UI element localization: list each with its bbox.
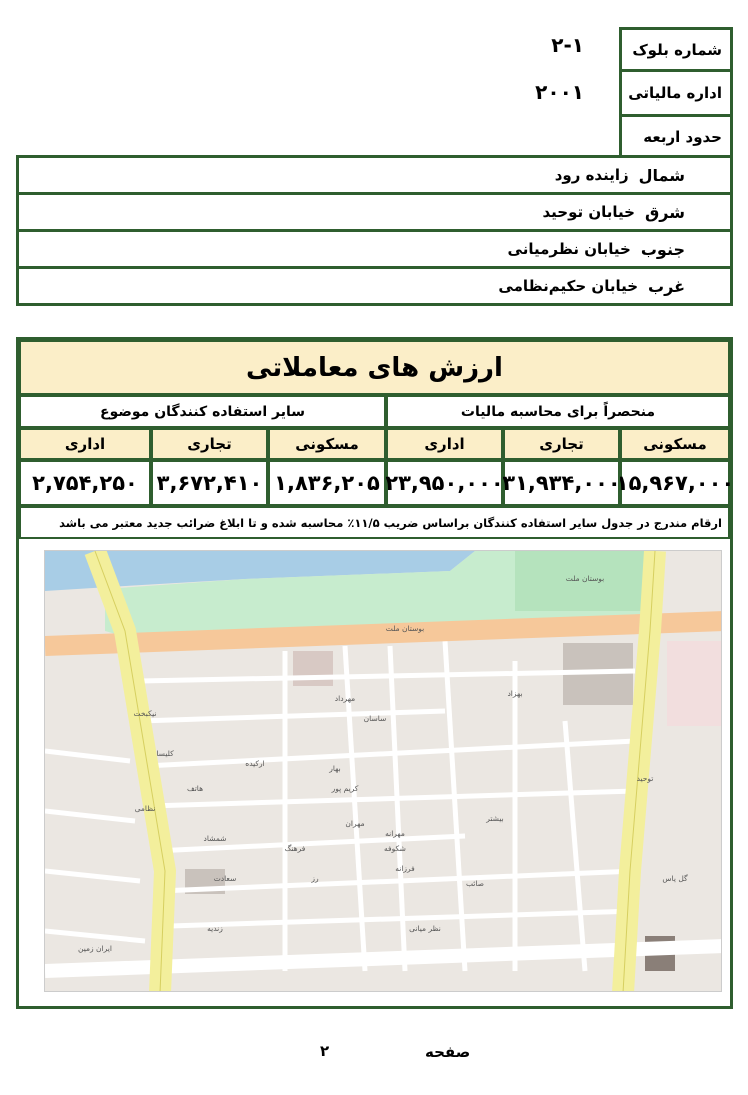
area-map	[44, 550, 722, 992]
map-svg	[45, 551, 722, 992]
value-residential: ۱۵,۹۶۷,۰۰۰	[620, 460, 730, 506]
block-number-value: ۲-۱	[551, 33, 584, 57]
map-street-label: کریم پور	[331, 784, 359, 793]
border-row-west	[16, 269, 733, 306]
map-street-label: فرزانه	[395, 864, 415, 873]
map-street-label: بوستان ملت	[565, 574, 605, 583]
border-row-east	[16, 195, 733, 232]
border-row-north	[16, 158, 733, 195]
map-street-label: گل یاس	[662, 874, 688, 883]
page-number: ۲	[320, 1042, 330, 1060]
map-street-label: مهرانه	[385, 829, 405, 838]
col-header-commercial-other: تجاری	[151, 428, 268, 460]
pink-block	[667, 641, 722, 726]
tax-office-value: ۲۰۰۱	[535, 80, 584, 104]
map-street-label: بهار	[329, 764, 341, 773]
calculation-note: ارقام مندرج در جدول سایر استفاده کنندگان براساس ضریب ۱۱/۵٪ محاسبه شده و تا ابلاغ ضرائب جدید معتبر می باشد	[19, 506, 730, 539]
tax-office-label: اداره مالیاتی	[628, 84, 722, 102]
value-commercial-other: ۳,۶۷۲,۴۱۰	[151, 460, 268, 506]
map-street-label: فرهنگ	[284, 844, 306, 853]
border-value: زاینده رود	[554, 166, 629, 184]
map-street-label: مهران	[345, 819, 365, 828]
border-direction: شرق	[645, 202, 685, 222]
tax-group-header: منحصراً برای محاسبه مالیات	[386, 395, 730, 428]
map-street-label: هاتف	[186, 784, 204, 793]
map-street-label: شمشاد	[203, 834, 227, 843]
map-street-label: ارکیده	[245, 759, 265, 768]
map-street-label: ساسان	[363, 714, 387, 723]
tax-office-label-cell	[619, 72, 733, 117]
borders-label-cell	[619, 117, 733, 157]
value-office-other: ۲,۷۵۴,۲۵۰	[19, 460, 151, 506]
map-street-label: ایران زمین	[78, 944, 112, 953]
map-street-label: نیکبخت	[133, 709, 157, 718]
map-street-label: صائب	[465, 879, 485, 888]
values-title: ارزش های معاملاتی	[19, 340, 730, 395]
border-direction: غرب	[648, 276, 685, 296]
border-value: خیابان حکیم‌نظامی	[498, 277, 639, 295]
map-street-label: نظر میانی	[409, 924, 441, 933]
col-header-residential: مسکونی	[620, 428, 730, 460]
map-street-label: رز	[311, 874, 319, 883]
border-value: خیابان نظرمیانی	[507, 240, 631, 258]
block-number-label-cell	[619, 27, 733, 72]
map-street-label: شکوفه	[384, 844, 406, 853]
border-value: خیابان توحید	[542, 203, 635, 221]
map-street-label: کلیسا	[156, 749, 174, 758]
other-group-header: سایر استفاده کنندگان موضوع	[19, 395, 386, 428]
border-direction: جنوب	[640, 239, 685, 259]
map-street-label: زندیه	[207, 924, 223, 933]
col-header-office: اداری	[386, 428, 503, 460]
borders-label: حدود اربعه	[643, 128, 722, 146]
map-street-label: نظامی	[134, 804, 156, 813]
map-street-label: بهزاد	[507, 689, 523, 698]
col-header-residential-other: مسکونی	[268, 428, 386, 460]
border-direction: شمال	[638, 165, 685, 185]
block-number-label: شماره بلوک	[632, 40, 722, 59]
map-street-label: بوستان ملت	[385, 624, 425, 633]
map-street-label: سعادت	[213, 874, 237, 883]
col-header-commercial: تجاری	[503, 428, 620, 460]
map-street-label: بیشتر	[486, 814, 504, 823]
border-row-south	[16, 232, 733, 269]
value-commercial: ۳۱,۹۳۴,۰۰۰	[503, 460, 620, 506]
building-small	[293, 651, 333, 686]
map-street-label: توحید	[636, 774, 654, 783]
value-office: ۲۳,۹۵۰,۰۰۰	[386, 460, 503, 506]
page-label: صفحه	[425, 1043, 471, 1061]
value-residential-other: ۱,۸۳۶,۲۰۵	[268, 460, 386, 506]
col-header-office-other: اداری	[19, 428, 151, 460]
map-street-label: مهرداد	[334, 694, 356, 703]
